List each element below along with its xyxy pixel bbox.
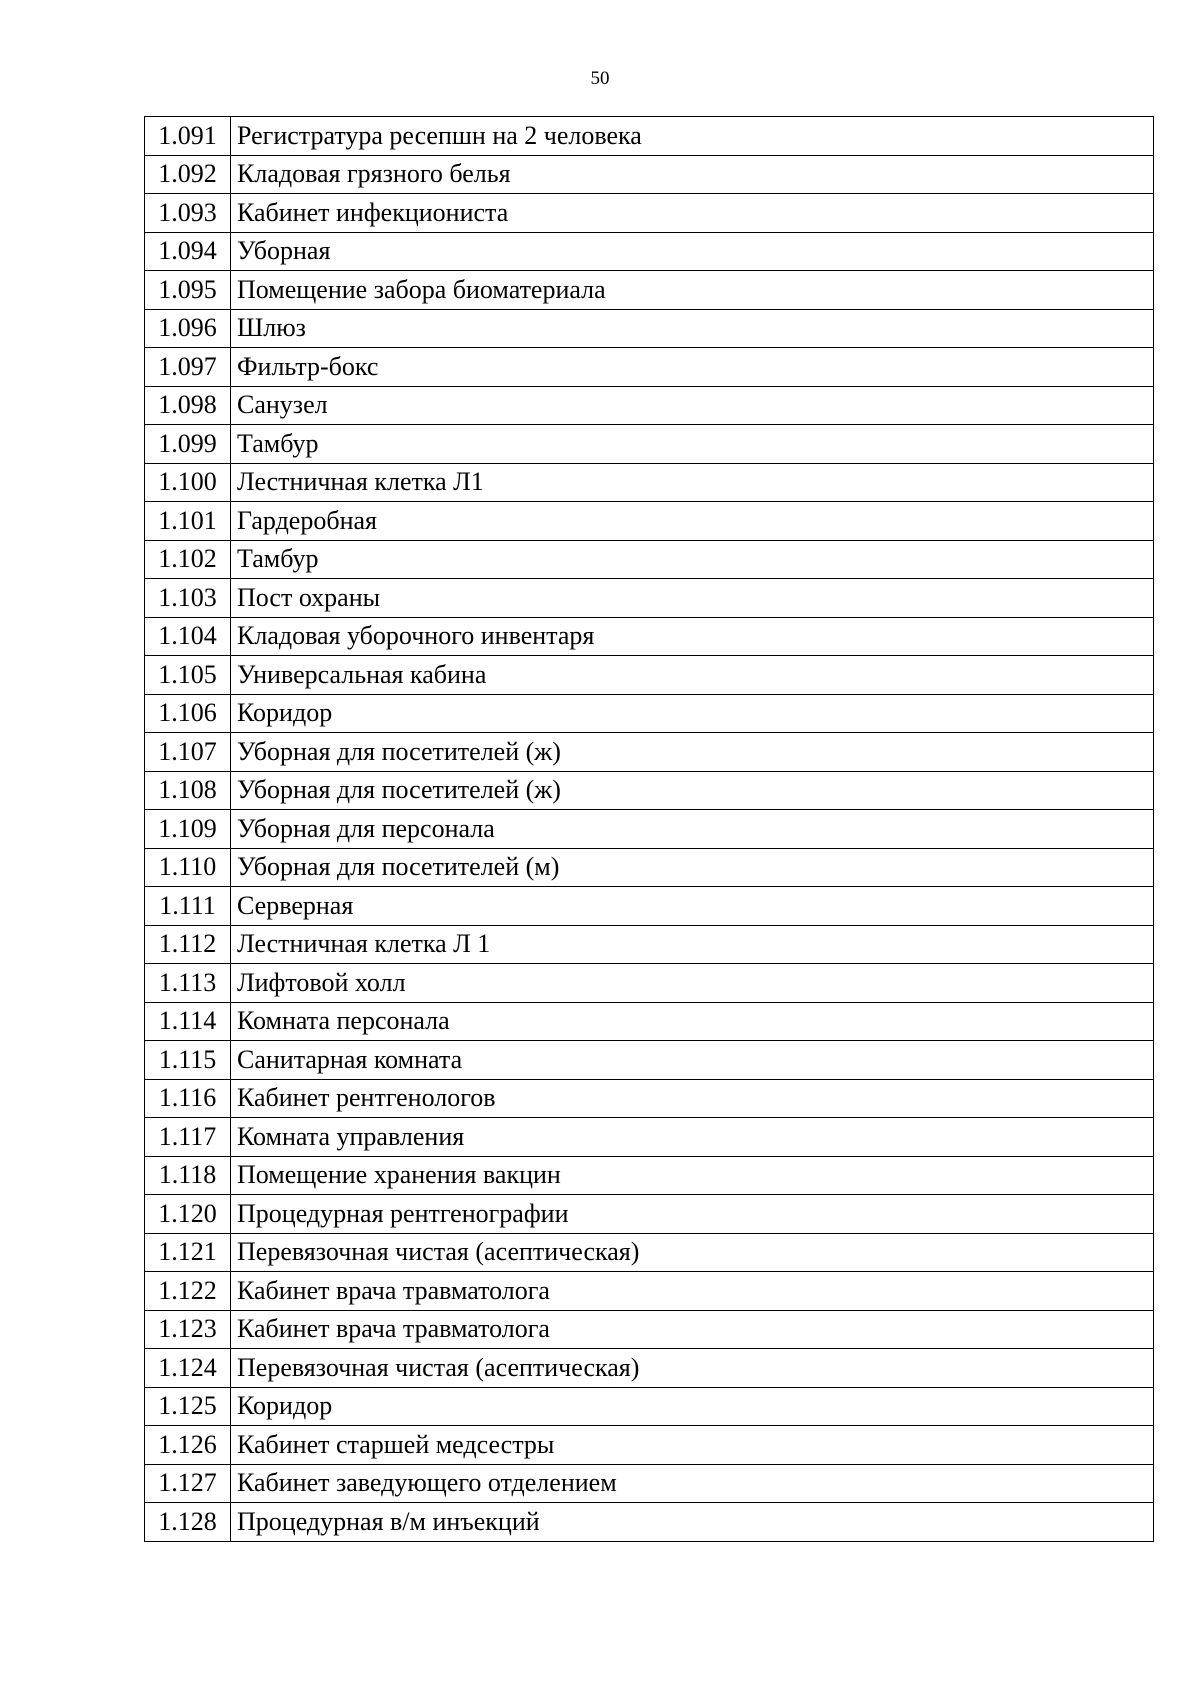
- rooms-table-body: [145, 117, 1154, 1542]
- room-number-cell: 1.113: [145, 964, 231, 1003]
- table-row: [145, 656, 1154, 695]
- room-number-cell: 1.103: [145, 579, 231, 618]
- table-row: [145, 155, 1154, 194]
- room-name-cell: Санитарная комната: [231, 1041, 1154, 1080]
- room-name-cell: Комната управления: [231, 1118, 1154, 1157]
- room-number-cell: 1.118: [145, 1156, 231, 1195]
- table-row: [145, 1079, 1154, 1118]
- room-number-cell: 1.122: [145, 1272, 231, 1311]
- room-number-cell: 1.115: [145, 1041, 231, 1080]
- table-row: [145, 194, 1154, 233]
- room-number-cell: 1.121: [145, 1233, 231, 1272]
- room-name-cell: Кабинет врача травматолога: [231, 1310, 1154, 1349]
- room-name-cell: Шлюз: [231, 309, 1154, 348]
- table-row: [145, 1272, 1154, 1311]
- room-name-cell: Процедурная в/м инъекций: [231, 1503, 1154, 1542]
- room-number-cell: 1.126: [145, 1426, 231, 1465]
- room-number-cell: 1.105: [145, 656, 231, 695]
- room-name-cell: Помещение хранения вакцин: [231, 1156, 1154, 1195]
- room-number-cell: 1.091: [145, 117, 231, 156]
- table-row: [145, 579, 1154, 618]
- room-name-cell: Пост охраны: [231, 579, 1154, 618]
- room-name-cell: Перевязочная чистая (асептическая): [231, 1233, 1154, 1272]
- table-row: [145, 386, 1154, 425]
- room-number-cell: 1.096: [145, 309, 231, 348]
- room-number-cell: 1.109: [145, 810, 231, 849]
- table-row: [145, 617, 1154, 656]
- room-name-cell: Комната персонала: [231, 1002, 1154, 1041]
- table-row: [145, 925, 1154, 964]
- room-name-cell: Универсальная кабина: [231, 656, 1154, 695]
- room-name-cell: Коридор: [231, 694, 1154, 733]
- table-row: [145, 348, 1154, 387]
- table-row: [145, 271, 1154, 310]
- table-row: [145, 1426, 1154, 1465]
- room-name-cell: Тамбур: [231, 425, 1154, 464]
- table-row: [145, 1349, 1154, 1388]
- room-name-cell: Помещение забора биоматериала: [231, 271, 1154, 310]
- room-number-cell: 1.104: [145, 617, 231, 656]
- table-row: [145, 463, 1154, 502]
- room-name-cell: Фильтр-бокс: [231, 348, 1154, 387]
- table-row: [145, 540, 1154, 579]
- room-number-cell: 1.107: [145, 733, 231, 772]
- room-number-cell: 1.106: [145, 694, 231, 733]
- room-name-cell: Кладовая грязного белья: [231, 155, 1154, 194]
- room-number-cell: 1.112: [145, 925, 231, 964]
- room-name-cell: Уборная: [231, 232, 1154, 271]
- table-row: [145, 425, 1154, 464]
- room-number-cell: 1.094: [145, 232, 231, 271]
- room-name-cell: Уборная для посетителей (ж): [231, 733, 1154, 772]
- room-name-cell: Процедурная рентгенографии: [231, 1195, 1154, 1234]
- room-number-cell: 1.117: [145, 1118, 231, 1157]
- room-number-cell: 1.093: [145, 194, 231, 233]
- room-name-cell: Санузел: [231, 386, 1154, 425]
- table-row: [145, 1041, 1154, 1080]
- table-row: [145, 1118, 1154, 1157]
- room-name-cell: Уборная для посетителей (ж): [231, 771, 1154, 810]
- table-row: [145, 1233, 1154, 1272]
- room-name-cell: Кабинет заведующего отделением: [231, 1464, 1154, 1503]
- room-number-cell: 1.099: [145, 425, 231, 464]
- room-name-cell: Лифтовой холл: [231, 964, 1154, 1003]
- table-row: [145, 1387, 1154, 1426]
- room-number-cell: 1.114: [145, 1002, 231, 1041]
- room-number-cell: 1.110: [145, 848, 231, 887]
- room-name-cell: Лестничная клетка Л 1: [231, 925, 1154, 964]
- room-number-cell: 1.101: [145, 502, 231, 541]
- room-name-cell: Перевязочная чистая (асептическая): [231, 1349, 1154, 1388]
- table-row: [145, 810, 1154, 849]
- table-row: [145, 117, 1154, 156]
- room-name-cell: Серверная: [231, 887, 1154, 926]
- table-row: [145, 1464, 1154, 1503]
- room-name-cell: Лестничная клетка Л1: [231, 463, 1154, 502]
- page-number: 50: [590, 68, 610, 89]
- table-row: [145, 1156, 1154, 1195]
- room-name-cell: Кабинет рентгенологов: [231, 1079, 1154, 1118]
- table-row: [145, 848, 1154, 887]
- room-name-cell: Коридор: [231, 1387, 1154, 1426]
- room-name-cell: Кабинет инфекциониста: [231, 194, 1154, 233]
- room-name-cell: Уборная для персонала: [231, 810, 1154, 849]
- table-row: [145, 232, 1154, 271]
- room-name-cell: Кабинет старшей медсестры: [231, 1426, 1154, 1465]
- room-number-cell: 1.120: [145, 1195, 231, 1234]
- room-number-cell: 1.116: [145, 1079, 231, 1118]
- room-number-cell: 1.092: [145, 155, 231, 194]
- room-name-cell: Гардеробная: [231, 502, 1154, 541]
- room-number-cell: 1.097: [145, 348, 231, 387]
- room-name-cell: Регистратура ресепшн на 2 человека: [231, 117, 1154, 156]
- room-name-cell: Кабинет врача травматолога: [231, 1272, 1154, 1311]
- table-row: [145, 733, 1154, 772]
- room-number-cell: 1.125: [145, 1387, 231, 1426]
- room-number-cell: 1.098: [145, 386, 231, 425]
- room-number-cell: 1.111: [145, 887, 231, 926]
- table-row: [145, 1310, 1154, 1349]
- room-number-cell: 1.128: [145, 1503, 231, 1542]
- room-name-cell: Тамбур: [231, 540, 1154, 579]
- table-row: [145, 1195, 1154, 1234]
- room-name-cell: Кладовая уборочного инвентаря: [231, 617, 1154, 656]
- room-number-cell: 1.095: [145, 271, 231, 310]
- table-row: [145, 502, 1154, 541]
- rooms-table: [144, 116, 1154, 1542]
- table-row: [145, 1002, 1154, 1041]
- room-number-cell: 1.100: [145, 463, 231, 502]
- table-row: [145, 887, 1154, 926]
- room-number-cell: 1.102: [145, 540, 231, 579]
- table-row: [145, 1503, 1154, 1542]
- table-row: [145, 964, 1154, 1003]
- table-row: [145, 771, 1154, 810]
- room-name-cell: Уборная для посетителей (м): [231, 848, 1154, 887]
- table-row: [145, 694, 1154, 733]
- room-number-cell: 1.127: [145, 1464, 231, 1503]
- room-number-cell: 1.108: [145, 771, 231, 810]
- room-number-cell: 1.124: [145, 1349, 231, 1388]
- table-row: [145, 309, 1154, 348]
- room-number-cell: 1.123: [145, 1310, 231, 1349]
